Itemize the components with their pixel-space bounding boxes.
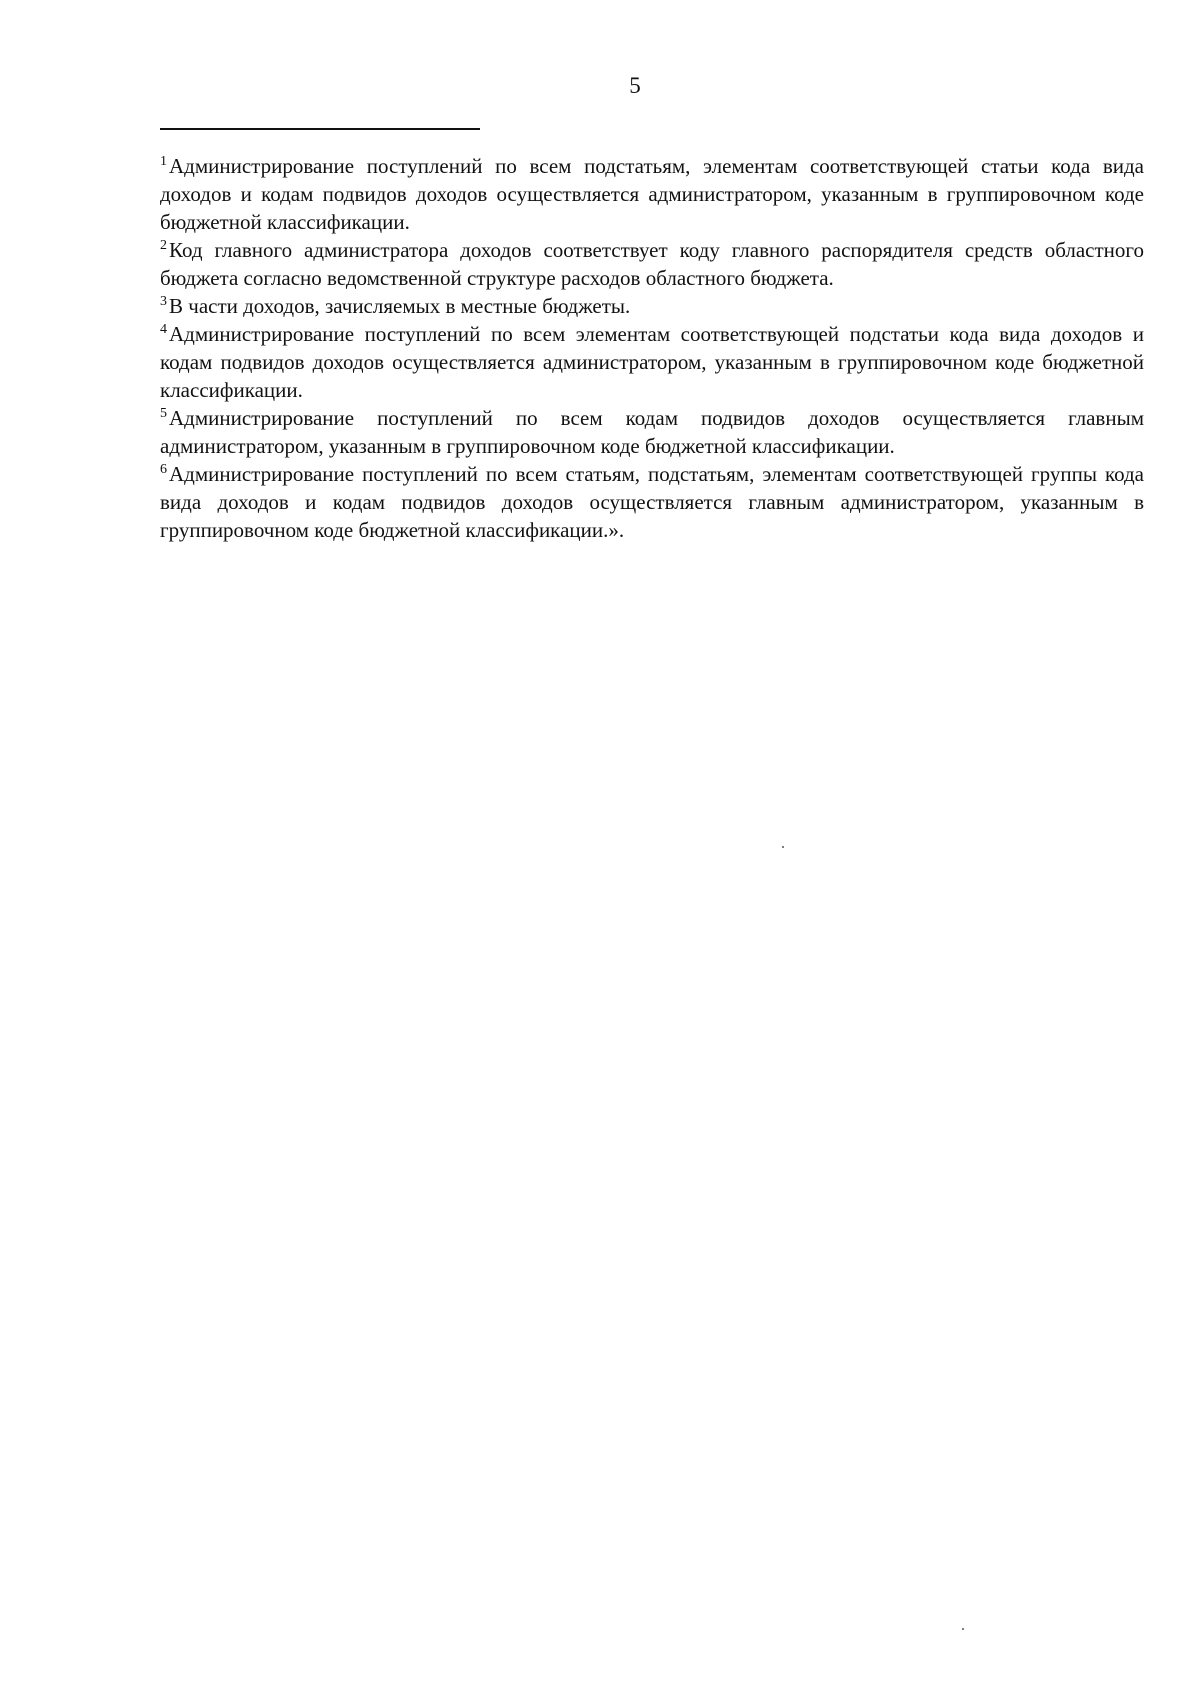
- footnote-marker: 6: [160, 462, 167, 477]
- footnote-text: В части доходов, зачисляемых в местные бюджеты.: [169, 294, 631, 318]
- footnote-marker: 5: [160, 406, 167, 421]
- footnote-marker: 4: [160, 322, 167, 337]
- footnote-5: [160, 404, 1144, 460]
- footnote-marker: 1: [160, 154, 167, 169]
- footnote-text: Администрирование поступлений по всем статьям, подстатьям, элементам соответствующей группы кода вида доходов и кодам подвидов доходов осуществляется главным администратором, указанным в группировочном коде бюджетной классификации.».: [160, 462, 1144, 542]
- page-number: 5: [629, 73, 641, 98]
- footnote-text: Администрирование поступлений по всем подстатьям, элементам соответствующей статьи кода вида доходов и кодам подвидов доходов осуществляется администратором, указанным в группировочном коде бюджетной классификации.: [160, 154, 1144, 234]
- footnote-separator-rule: [160, 128, 480, 130]
- footnote-6: [160, 460, 1144, 544]
- footnote-text: Администрирование поступлений по всем кодам подвидов доходов осуществляется главным администратором, указанным в группировочном коде бюджетной классификации.: [160, 406, 1144, 458]
- footnote-text: Администрирование поступлений по всем элементам соответствующей подстатьи кода вида доходов и кодам подвидов доходов осуществляется администратором, указанным в группировочном коде бюджетной классификации.: [160, 322, 1144, 402]
- footnote-4: [160, 320, 1144, 404]
- footnote-3: [160, 292, 1144, 320]
- footnotes-section: [160, 152, 1144, 544]
- footnote-marker: 2: [160, 238, 167, 253]
- footnote-1: [160, 152, 1144, 236]
- footnote-marker: 3: [160, 294, 167, 309]
- scan-speck: [962, 1628, 964, 1630]
- footnote-text: Код главного администратора доходов соответствует коду главного распорядителя средств областного бюджета согласно ведомственной структуре расходов областного бюджета.: [160, 238, 1144, 290]
- scan-speck: [782, 846, 784, 848]
- footnote-2: [160, 236, 1144, 292]
